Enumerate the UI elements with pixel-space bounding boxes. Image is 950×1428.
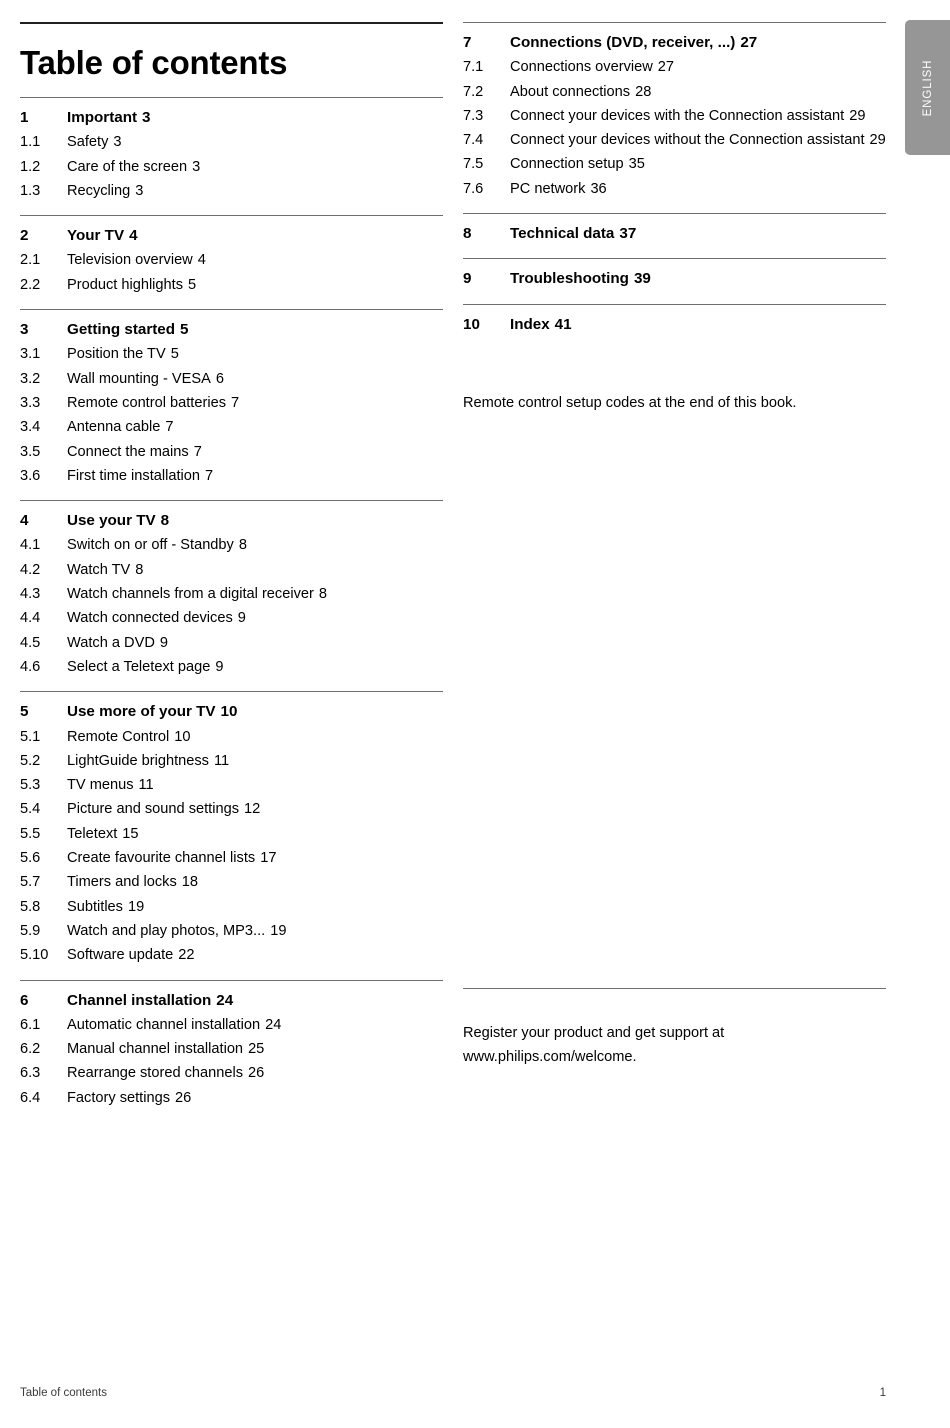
toc-number: 1.3	[20, 182, 41, 199]
toc-page-number: 24	[216, 991, 234, 1009]
toc-chapter-row[interactable]	[463, 267, 886, 291]
toc-title: Getting started 5	[67, 321, 189, 339]
toc-title: Rearrange stored channels 26	[67, 1065, 265, 1082]
toc-entry-row[interactable]	[20, 822, 443, 846]
toc-page-number: 26	[248, 1065, 265, 1082]
toc-left-list	[20, 97, 443, 1122]
toc-chapter-row[interactable]	[463, 313, 886, 337]
toc-entry-row[interactable]	[20, 464, 443, 488]
toc-title: Position the TV 5	[67, 346, 179, 363]
toc-title: Connection setup 35	[510, 156, 645, 173]
toc-title: Watch channels from a digital receiver 8	[67, 586, 327, 603]
toc-chapter-row[interactable]	[20, 509, 443, 533]
toc-entry-row[interactable]	[463, 80, 886, 104]
toc-chapter-row[interactable]	[20, 106, 443, 130]
toc-title: Teletext 15	[67, 825, 139, 842]
toc-title: About connections 28	[510, 83, 652, 100]
toc-page-number: 5	[188, 276, 197, 293]
toc-page-number: 28	[635, 83, 652, 100]
toc-title: Care of the screen 3	[67, 158, 201, 175]
toc-number: 1.1	[20, 134, 41, 151]
toc-title: Connect your devices without the Connection assistant 29	[510, 132, 886, 149]
toc-entry-row[interactable]	[20, 1061, 443, 1085]
toc-entry-row[interactable]	[20, 606, 443, 630]
toc-page-number: 7	[205, 467, 214, 484]
toc-number: 9	[463, 270, 472, 288]
toc-entry-row[interactable]	[20, 155, 443, 179]
toc-title: Antenna cable 7	[67, 419, 174, 436]
toc-title: PC network 36	[510, 180, 607, 197]
toc-page-number: 36	[590, 180, 607, 197]
toc-page-number: 26	[175, 1089, 192, 1106]
toc-page-number: 39	[633, 270, 651, 288]
toc-chapter-row[interactable]	[20, 700, 443, 724]
toc-title: Create favourite channel lists 17	[67, 850, 277, 867]
toc-number: 5.4	[20, 801, 41, 818]
toc-number: 4.5	[20, 634, 41, 651]
toc-number: 6	[20, 991, 29, 1009]
toc-number: 1	[20, 109, 29, 126]
toc-page-number: 24	[265, 1016, 282, 1033]
page-title: Table of contents	[20, 44, 288, 81]
toc-number: 5.3	[20, 777, 41, 794]
register-text: Register your product and get support at www.philips.com/welcome.	[463, 1025, 725, 1066]
toc-entry-row[interactable]	[463, 128, 886, 152]
toc-number: 2.1	[20, 252, 41, 269]
toc-number: 5.8	[20, 898, 41, 915]
toc-number: 7.2	[463, 83, 484, 100]
footer-label: Table of contents	[20, 1387, 107, 1399]
toc-number: 5.1	[20, 728, 41, 745]
toc-page-number: 5	[170, 346, 179, 363]
toc-title: Factory settings 26	[67, 1089, 192, 1106]
toc-entry-row[interactable]	[463, 152, 886, 176]
toc-page-number: 8	[135, 561, 144, 578]
toc-chapter-row[interactable]	[20, 318, 443, 342]
toc-title: Safety 3	[67, 134, 122, 151]
toc-title: Remote control batteries 7	[67, 394, 240, 411]
register-rule	[463, 988, 886, 989]
toc-page-number: 9	[237, 610, 246, 627]
toc-entry-row[interactable]	[20, 533, 443, 557]
toc-entry-row[interactable]	[20, 749, 443, 773]
toc-chapter-row[interactable]	[20, 224, 443, 248]
toc-entry-row[interactable]	[463, 55, 886, 79]
toc-number: 5.10	[20, 947, 49, 964]
toc-number: 4.2	[20, 561, 41, 578]
toc-entry-row[interactable]	[20, 919, 443, 943]
toc-entry-row[interactable]	[20, 415, 443, 439]
toc-title: Connect the mains 7	[67, 443, 202, 460]
toc-title: Connect your devices with the Connection assistant 29	[510, 107, 866, 124]
toc-number: 7.3	[463, 107, 484, 124]
toc-entry-row[interactable]	[20, 558, 443, 582]
toc-entry-row[interactable]	[20, 943, 443, 967]
remote-codes-note	[463, 391, 886, 415]
toc-number: 7.5	[463, 156, 484, 173]
toc-title: Connections overview 27	[510, 59, 675, 76]
toc-title: Automatic channel installation 24	[67, 1016, 282, 1033]
toc-number: 6.1	[20, 1016, 41, 1033]
toc-page-number: 29	[849, 107, 866, 124]
toc-number: 4.1	[20, 537, 41, 554]
toc-page-number: 22	[178, 947, 195, 964]
toc-number: 6.4	[20, 1089, 41, 1106]
toc-page-number: 4	[197, 252, 206, 269]
toc-page-number: 37	[619, 225, 637, 243]
toc-entry-row[interactable]	[20, 391, 443, 415]
language-tab	[905, 20, 950, 155]
toc-group	[20, 981, 443, 1122]
toc-group	[20, 310, 443, 500]
toc-entry-row[interactable]	[20, 895, 443, 919]
toc-title: Watch a DVD 9	[67, 634, 168, 651]
toc-page-number: 5	[180, 321, 189, 339]
toc-number: 6.3	[20, 1065, 41, 1082]
toc-entry-row[interactable]	[463, 104, 886, 128]
toc-title: Wall mounting - VESA 6	[67, 370, 224, 387]
toc-entry-row[interactable]	[20, 179, 443, 203]
toc-title: Manual channel installation 25	[67, 1041, 265, 1058]
toc-number: 7	[463, 34, 472, 51]
toc-number: 8	[463, 225, 472, 243]
toc-title: Your TV 4	[67, 227, 138, 245]
toc-right-list	[463, 22, 886, 349]
toc-page-number: 9	[159, 634, 168, 651]
toc-entry-row[interactable]	[20, 631, 443, 655]
toc-page-number: 3	[113, 134, 122, 151]
toc-number: 1.2	[20, 158, 41, 175]
toc-title: Switch on or off - Standby 8	[67, 537, 247, 554]
toc-page-number: 8	[318, 586, 327, 603]
toc-group	[20, 501, 443, 691]
toc-number: 7.4	[463, 132, 484, 149]
toc-page-number: 8	[238, 537, 247, 554]
toc-group	[20, 98, 443, 215]
toc-number: 4	[20, 512, 29, 530]
title-top-rule	[20, 22, 443, 24]
toc-page-number: 4	[129, 227, 138, 245]
toc-page-number: 3	[135, 182, 144, 199]
register-block	[463, 988, 886, 1070]
toc-title: Technical data 37	[510, 225, 637, 243]
toc-chapter-row[interactable]	[463, 222, 886, 246]
toc-entry-row[interactable]	[20, 655, 443, 679]
toc-title: TV menus 11	[67, 777, 154, 794]
page-footer	[20, 1387, 886, 1399]
toc-number: 5.5	[20, 825, 41, 842]
toc-entry-row[interactable]	[20, 773, 443, 797]
toc-chapter-row[interactable]	[463, 31, 886, 55]
toc-number: 6.2	[20, 1041, 41, 1058]
toc-page-number: 29	[869, 132, 886, 149]
toc-page-number: 27	[657, 59, 675, 76]
toc-page-number: 10	[220, 703, 238, 721]
toc-group	[463, 305, 886, 349]
toc-title: LightGuide brightness 11	[67, 752, 230, 769]
toc-title: Use your TV 8	[67, 512, 170, 530]
language-tab-label: ENGLISH	[921, 59, 934, 116]
toc-number: 5.7	[20, 874, 41, 891]
toc-title: Remote Control 10	[67, 728, 191, 745]
toc-title: First time installation 7	[67, 467, 214, 484]
toc-title: Subtitles 19	[67, 898, 145, 915]
toc-entry-row[interactable]	[20, 1013, 443, 1037]
toc-page-number: 17	[260, 850, 277, 867]
toc-page-number: 10	[174, 728, 191, 745]
toc-page-number: 11	[138, 777, 154, 794]
toc-entry-row[interactable]	[20, 273, 443, 297]
toc-number: 5.9	[20, 922, 41, 939]
toc-title: Index 41	[510, 315, 572, 333]
toc-entry-row[interactable]	[20, 870, 443, 894]
toc-number: 3.3	[20, 394, 41, 411]
toc-number: 5	[20, 703, 29, 721]
toc-entry-row[interactable]	[20, 797, 443, 821]
toc-number: 3.6	[20, 467, 41, 484]
toc-number: 3.5	[20, 443, 41, 460]
toc-page-number: 3	[192, 158, 201, 175]
toc-page-number: 15	[122, 825, 139, 842]
toc-title: Television overview 4	[67, 252, 206, 269]
remote-codes-note-text: Remote control setup codes at the end of this book.	[463, 394, 797, 411]
toc-page-number: 27	[740, 34, 758, 51]
toc-number: 2.2	[20, 276, 41, 293]
toc-group	[20, 216, 443, 309]
toc-title: Connections (DVD, receiver, ...) 27	[510, 34, 758, 51]
toc-entry-row[interactable]	[463, 177, 886, 201]
toc-page-number: 12	[244, 801, 261, 818]
toc-page-number: 18	[181, 874, 198, 891]
toc-number: 5.6	[20, 850, 41, 867]
toc-page-number: 6	[215, 370, 224, 387]
toc-page-number: 9	[215, 658, 224, 675]
toc-page-number: 7	[231, 394, 240, 411]
right-column	[463, 22, 886, 415]
toc-number: 3	[20, 321, 29, 339]
toc-title: Product highlights 5	[67, 276, 197, 293]
toc-group	[463, 214, 886, 258]
toc-page-number: 8	[160, 512, 170, 530]
toc-title: Channel installation 24	[67, 991, 234, 1009]
toc-number: 4.3	[20, 586, 41, 603]
toc-number: 3.1	[20, 346, 41, 363]
left-column	[20, 22, 443, 1122]
toc-title: Recycling 3	[67, 182, 144, 199]
toc-page-number: 7	[193, 443, 202, 460]
toc-title: Watch connected devices 9	[67, 610, 246, 627]
toc-number: 5.2	[20, 752, 41, 769]
toc-entry-row[interactable]	[20, 367, 443, 391]
toc-title: Watch and play photos, MP3... 19	[67, 922, 287, 939]
toc-title: Watch TV 8	[67, 561, 144, 578]
toc-title: Timers and locks 18	[67, 874, 198, 891]
toc-page-number: 25	[248, 1041, 265, 1058]
toc-entry-row[interactable]	[20, 1037, 443, 1061]
toc-entry-row[interactable]	[20, 1086, 443, 1110]
toc-page-number: 19	[127, 898, 145, 915]
toc-group	[463, 23, 886, 213]
toc-title: Troubleshooting 39	[510, 270, 651, 288]
toc-page-number: 35	[628, 156, 645, 173]
footer-page-number: 1	[879, 1387, 886, 1399]
toc-page-number: 19	[270, 922, 287, 939]
toc-page-number: 11	[213, 752, 230, 769]
toc-number: 10	[463, 315, 480, 333]
toc-entry-row[interactable]	[20, 342, 443, 366]
toc-entry-row[interactable]	[20, 582, 443, 606]
toc-group	[20, 692, 443, 979]
toc-number: 3.2	[20, 370, 41, 387]
toc-page-number: 7	[165, 419, 174, 436]
toc-group	[463, 259, 886, 303]
toc-number: 3.4	[20, 419, 41, 436]
toc-number: 4.6	[20, 658, 41, 675]
toc-page-number: 3	[142, 109, 151, 126]
toc-number: 2	[20, 227, 29, 245]
toc-number: 4.4	[20, 610, 41, 627]
toc-number: 7.1	[463, 59, 484, 76]
toc-entry-row[interactable]	[20, 846, 443, 870]
toc-entry-row[interactable]	[20, 248, 443, 272]
toc-title: Picture and sound settings 12	[67, 801, 261, 818]
toc-title: Select a Teletext page 9	[67, 658, 224, 675]
toc-chapter-row[interactable]	[20, 989, 443, 1013]
toc-title: Use more of your TV 10	[67, 703, 238, 721]
toc-entry-row[interactable]	[20, 725, 443, 749]
toc-title: Important 3	[67, 109, 151, 126]
toc-entry-row[interactable]	[20, 130, 443, 154]
toc-title: Software update 22	[67, 947, 195, 964]
toc-page-number: 41	[554, 315, 572, 333]
toc-entry-row[interactable]	[20, 440, 443, 464]
toc-number: 7.6	[463, 180, 484, 197]
